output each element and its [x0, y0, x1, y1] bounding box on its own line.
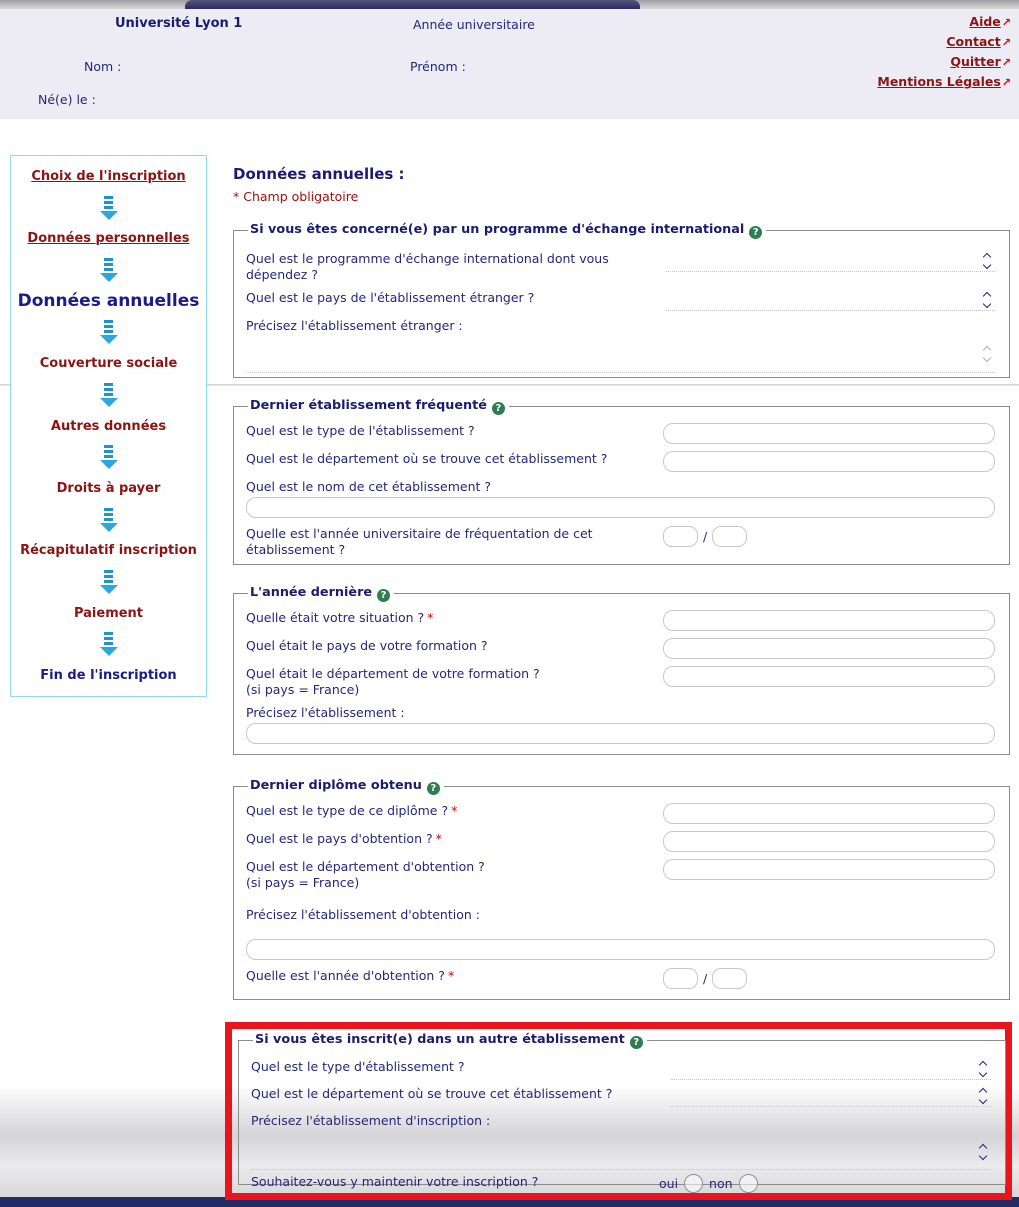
required-marker: *: [427, 610, 434, 625]
required-marker: *: [447, 968, 455, 983]
etablissement-etranger-select[interactable]: [246, 336, 995, 373]
radio-non[interactable]: [739, 1174, 758, 1193]
required-field-note: * Champ obligatoire: [233, 189, 359, 204]
year-separator: /: [703, 529, 708, 544]
field-label: Précisez l'établissement :: [246, 705, 405, 720]
precisez-etablissement-input[interactable]: [246, 723, 995, 744]
field-label: Quel est le département où se trouve cet établissement ?: [251, 1086, 613, 1101]
type-diplome-input[interactable]: [663, 803, 995, 824]
fieldset-legend: [253, 1032, 647, 1049]
radio-oui[interactable]: [684, 1174, 703, 1193]
maintenir-inscription-radiogroup: [659, 1174, 991, 1193]
pays-etablissement-etranger-select[interactable]: [666, 290, 995, 311]
field-label: Précisez l'établissement d'inscription :: [251, 1113, 491, 1128]
university-title: Université Lyon 1: [115, 16, 243, 31]
field-label: Quel était le département de votre formation ? (si pays = France): [246, 666, 654, 698]
sidebar-item-autres-donnees: Autres données: [50, 418, 167, 434]
field-note: (si pays = France): [246, 682, 360, 697]
sidebar-item-donnees-personnelles[interactable]: Données personnelles: [27, 231, 190, 247]
arrow-down-icon: [100, 320, 118, 344]
type-autre-etablissement-select[interactable]: [671, 1059, 991, 1080]
arrow-down-icon: [100, 632, 118, 656]
pays-formation-input[interactable]: [663, 638, 995, 659]
fieldset-autre-etablissement: [238, 1032, 1006, 1191]
window-top-tab: [185, 0, 640, 9]
annee-fin-input[interactable]: [712, 526, 747, 547]
field-label: Quel est le type de l'établissement ?: [246, 423, 475, 438]
sidebar-item-choix-inscription[interactable]: Choix de l'inscription: [31, 169, 186, 184]
situation-input[interactable]: [663, 610, 995, 631]
field-label: Quel est le pays de l'établissement étranger ?: [246, 290, 535, 305]
departement-etablissement-input[interactable]: [663, 451, 995, 472]
sidebar-item-droits-a-payer: Droits à payer: [56, 480, 161, 496]
field-label: Précisez l'établissement étranger :: [246, 318, 463, 333]
mentions-legales-label: Mentions Légales: [877, 74, 1001, 89]
annee-obtention-fin-input[interactable]: [712, 968, 747, 989]
arrow-down-icon: [100, 508, 118, 532]
aide-link-label: Aide: [969, 14, 1001, 29]
contact-link[interactable]: [877, 34, 1011, 49]
page-title: Données annuelles :: [233, 165, 405, 184]
academic-year-label: Année universitaire: [413, 17, 535, 32]
field-label: Quelle était votre situation ? *: [246, 610, 434, 625]
legend-text: Dernier établissement fréquenté: [250, 398, 487, 413]
quitter-link-label: Quitter: [950, 54, 1001, 69]
departement-obtention-input[interactable]: [663, 859, 995, 880]
field-note: (si pays = France): [246, 875, 360, 890]
arrow-down-icon: [100, 570, 118, 594]
external-link-icon: ↗: [1001, 16, 1011, 29]
sidebar-item-recapitulatif: Récapitulatif inscription: [20, 543, 197, 559]
radio-label-non: non: [709, 1176, 733, 1191]
contact-link-label: Contact: [946, 34, 1001, 49]
help-icon[interactable]: ?: [427, 782, 440, 795]
field-label: Quelle est l'année universitaire de fréquentation de cet établissement ?: [246, 526, 593, 557]
arrow-down-icon: [100, 258, 118, 282]
help-icon[interactable]: ?: [492, 402, 505, 415]
departement-autre-etablissement-select[interactable]: [671, 1086, 991, 1107]
required-marker: *: [435, 831, 442, 846]
field-label: Précisez l'établissement d'obtention :: [246, 907, 480, 922]
fieldset-dernier-etablissement: [233, 398, 1010, 565]
etablissement-inscription-select[interactable]: [251, 1135, 991, 1170]
firstname-label: Prénom :: [410, 59, 466, 74]
etablissement-obtention-input[interactable]: [246, 939, 995, 960]
field-label: Quel est le programme d'échange international dont vous dépendez ?: [246, 251, 609, 282]
annotation-highlight-box: [225, 1022, 1012, 1200]
help-icon[interactable]: ?: [377, 589, 390, 602]
field-label: Quel est le pays d'obtention ? *: [246, 831, 442, 846]
nom-etablissement-input[interactable]: [246, 497, 995, 518]
field-label: Quelle est l'année d'obtention ? *: [246, 968, 455, 983]
field-label: Quel était le pays de votre formation ?: [246, 638, 488, 653]
sidebar-item-paiement: Paiement: [73, 605, 144, 621]
birthdate-label: Né(e) le :: [38, 92, 96, 107]
help-icon[interactable]: ?: [630, 1036, 643, 1049]
year-separator: /: [703, 971, 708, 986]
field-label: Souhaitez-vous y maintenir votre inscription ?: [251, 1174, 539, 1189]
arrow-down-icon: [100, 445, 118, 469]
legend-text: L'année dernière: [250, 585, 373, 600]
departement-formation-input[interactable]: [663, 666, 995, 687]
header-links: [877, 14, 1011, 94]
field-label: Quel est le département d'obtention ? (si pays = France): [246, 859, 654, 891]
select-chevron-icon: [984, 347, 990, 361]
field-label: Quel est le type d'établissement ?: [251, 1059, 465, 1074]
aide-link[interactable]: [877, 14, 1011, 29]
radio-label-oui: oui: [659, 1176, 679, 1191]
select-chevron-icon: [980, 1145, 986, 1159]
sidebar-item-fin-inscription: Fin de l'inscription: [40, 668, 177, 683]
legend-text: Si vous êtes inscrit(e) dans un autre établissement: [255, 1032, 625, 1047]
sidebar-item-donnees-annuelles-current: Données annuelles: [17, 290, 200, 311]
page-header: [0, 9, 1019, 119]
annee-obtention-debut-input[interactable]: [663, 968, 698, 989]
arrow-down-icon: [100, 196, 118, 220]
programme-echange-select[interactable]: [666, 251, 995, 272]
required-marker: *: [451, 803, 458, 818]
external-link-icon: ↗: [1001, 36, 1011, 49]
pays-obtention-input[interactable]: [663, 831, 995, 852]
field-label: Quel est le type de ce diplôme ? *: [246, 803, 458, 818]
fieldset-annee-derniere: [233, 585, 1010, 755]
fieldset-dernier-diplome: [233, 778, 1010, 1000]
annee-debut-input[interactable]: [663, 526, 698, 547]
select-chevron-icon: [984, 293, 990, 307]
fieldset-legend: [248, 585, 394, 602]
arrow-down-icon: [100, 383, 118, 407]
sidebar-item-couverture-sociale: Couverture sociale: [39, 356, 178, 372]
mentions-legales-link[interactable]: [877, 74, 1011, 89]
type-etablissement-input[interactable]: [663, 423, 995, 444]
select-chevron-icon: [980, 1062, 986, 1076]
progress-sidebar: [10, 155, 207, 697]
select-chevron-icon: [980, 1089, 986, 1103]
fieldset-programme-echange: [233, 222, 1010, 378]
field-label: Quel est le nom de cet établissement ?: [246, 479, 492, 494]
legend-text: Dernier diplôme obtenu: [250, 778, 422, 793]
fieldset-legend: [248, 398, 509, 415]
help-icon[interactable]: ?: [749, 226, 762, 239]
quitter-link[interactable]: [877, 54, 1011, 69]
legend-text: Si vous êtes concerné(e) par un programme d'échange international: [250, 222, 745, 237]
select-chevron-icon: [984, 254, 990, 268]
fieldset-legend: [248, 222, 766, 239]
external-link-icon: ↗: [1001, 76, 1011, 89]
field-label: Quel est le département où se trouve cet établissement ?: [246, 451, 608, 466]
name-label: Nom :: [84, 59, 122, 74]
external-link-icon: ↗: [1001, 56, 1011, 69]
fieldset-legend: [248, 778, 444, 795]
